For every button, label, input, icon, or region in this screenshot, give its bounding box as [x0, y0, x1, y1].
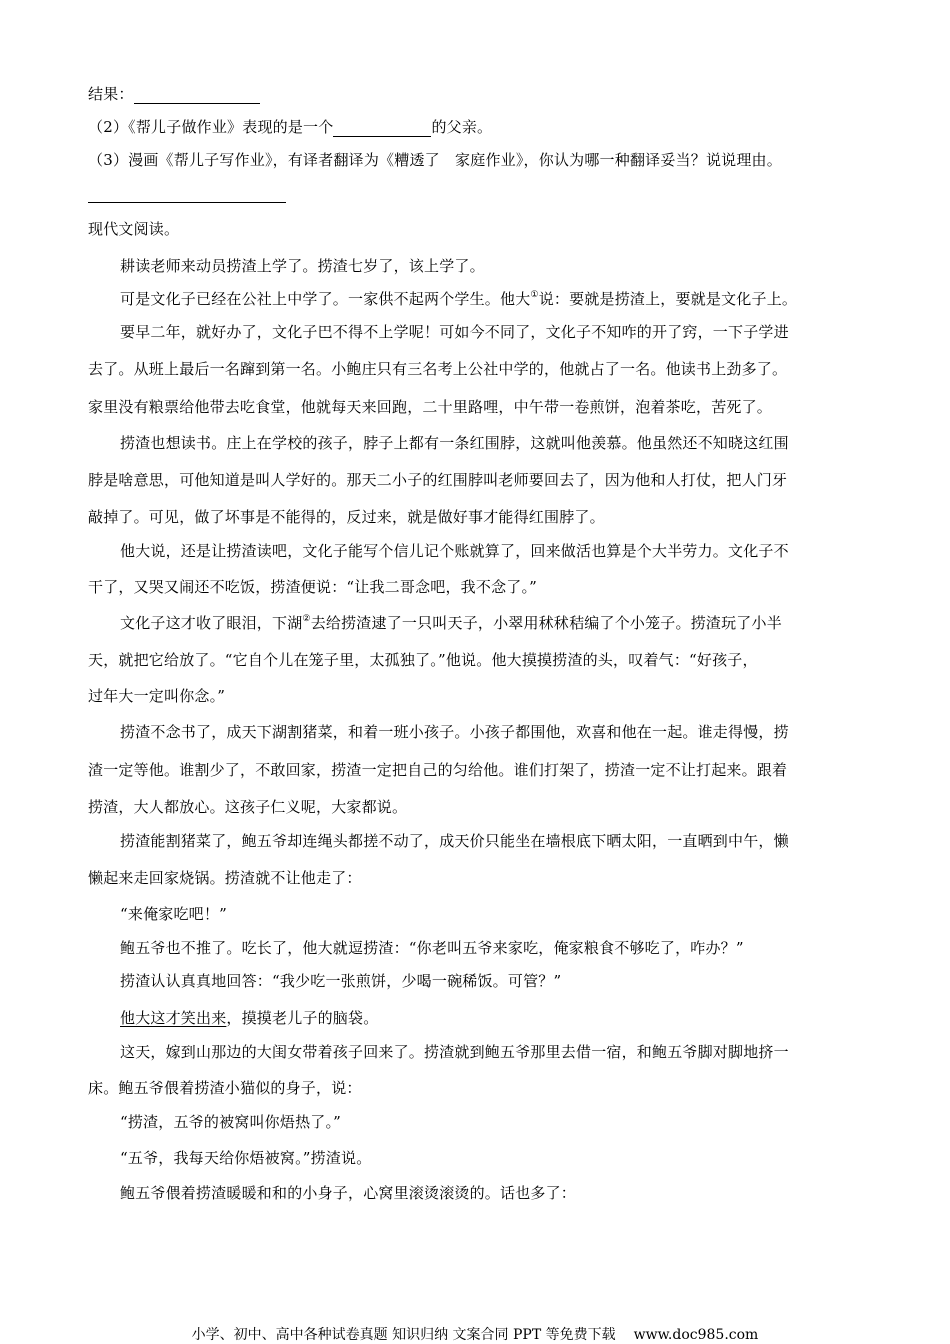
passage-p3-line3: 家里没有粮票给他带去吃食堂，他就每天来回跑，二十里路哩，中午带一卷煎饼，泡着茶吃，苦死了。 [88, 398, 773, 416]
passage-p12-rest: ，摸摸老儿子的脑袋。 [226, 1009, 379, 1027]
passage-p2-text-end: 说：要就是捞渣上，要就是文化子上。 [538, 290, 798, 308]
passage-p6-line1 [120, 613, 782, 633]
result-line [88, 84, 260, 104]
passage-p6-line2: 天，就把它给放了。“它自个儿在笼子里，太孤独了。”他说。他大摸摸捞渣的头，叹着气：“好孩子， [88, 651, 758, 669]
result-answer-blank[interactable] [134, 89, 260, 104]
passage-p4-line1: 捞渣也想读书。庄上在学校的孩子，脖子上都有一条红围脖，这就叫他羡慕。他虽然还不知晓这红围 [120, 434, 789, 452]
question-3: （3）漫画《帮儿子写作业》，有译者翻译为《糟透了 家庭作业》，你认为哪一种翻译妥当？说说理由。 [88, 151, 782, 169]
question-2 [88, 117, 492, 137]
footer-text: 小学、初中、高中各种试卷真题 知识归纳 文案合同 PPT 等免费下载 [191, 1327, 616, 1343]
passage-p2 [120, 289, 797, 309]
page-footer [0, 1324, 950, 1344]
question-3-answer-line[interactable] [88, 202, 286, 203]
passage-p6-line3: 过年大一定叫你念。” [88, 687, 226, 705]
passage-p14: “捞渣，五爷的被窝叫你焐热了。” [120, 1113, 342, 1131]
underlined-sentence: 他大这才笑出来 [120, 1009, 227, 1027]
passage-p15: “五爷，我每天给你焐被窝。”捞渣说。 [120, 1149, 372, 1167]
passage-p6-text: 文化子这才收了眼泪，下湖 [120, 614, 303, 632]
passage-p6-text-end: 去给捞渣逮了一只叫天子，小翠用秫秫秸编了个小笼子。捞渣玩了小半 [310, 614, 782, 632]
question-2-prefix: （2）《帮儿子做作业》表现的是一个 [88, 118, 334, 136]
result-label: 结果： [88, 85, 134, 103]
passage-p3-line2: 去了。从班上最后一名蹿到第一名。小鲍庄只有三名考上公社中学的，他就占了一名。他读书上劲多了。 [88, 360, 788, 378]
footnote-marker-2: ② [302, 614, 311, 624]
passage-p5-line1: 他大说，还是让捞渣读吧，文化子能写个信儿记个账就算了，回来做活也算是个大半劳力。文化子不 [120, 542, 789, 560]
passage-p13-line2: 床。鲍五爷偎着捞渣小猫似的身子，说： [88, 1079, 362, 1097]
passage-p3-line1: 要早二年，就好办了，文化子巴不得不上学呢！可如今不同了，文化子不知咋的开了窍，一下子学进 [120, 323, 789, 341]
passage-p13-line1: 这天，嫁到山那边的大闺女带着孩子回来了。捞渣就到鲍五爷那里去借一宿，和鲍五爷脚对脚地挤一 [120, 1043, 789, 1061]
passage-p4-line3: 敲掉了。可见，做了坏事是不能得的，反过来，就是做好事才能得红围脖了。 [88, 508, 605, 526]
passage-p9: “来俺家吃吧！” [120, 905, 227, 923]
question-2-answer-blank[interactable] [333, 122, 431, 137]
footnote-marker-1: ① [530, 290, 539, 300]
passage-p16: 鲍五爷偎着捞渣暖暖和和的小身子，心窝里滚烫滚烫的。话也多了： [120, 1184, 577, 1202]
passage-p4-line2: 脖是啥意思，可他知道是叫人学好的。那天二小子的红围脖叫老师要回去了，因为他和人打仗，把人门牙 [88, 471, 788, 489]
passage-p12 [120, 1008, 378, 1028]
passage-p7-line3: 捞渣，大人都放心。这孩子仁义呢，大家都说。 [88, 798, 408, 816]
question-2-suffix: 的父亲。 [431, 118, 493, 136]
footer-url[interactable]: www.doc985.com [633, 1327, 759, 1343]
passage-p7-line1: 捞渣不念书了，成天下湖割猪菜，和着一班小孩子。小孩子都围他，欢喜和他在一起。谁走得慢，捞 [120, 723, 789, 741]
passage-p10: 鲍五爷也不推了。吃长了，他大就逗捞渣：“你老叫五爷来家吃，俺家粮食不够吃了，咋办？” [120, 939, 744, 957]
passage-p8-line2: 懒起来走回家烧锅。捞渣就不让他走了： [88, 869, 362, 887]
passage-p5-line2: 干了，又哭又闹还不吃饭，捞渣便说：“让我二哥念吧，我不念了。” [88, 578, 538, 596]
passage-p11: 捞渣认认真真地回答：“我少吃一张煎饼，少喝一碗稀饭。可管？” [120, 972, 562, 990]
passage-p2-text: 可是文化子已经在公社上中学了。一家供不起两个学生。他大 [120, 290, 531, 308]
passage-p7-line2: 渣一定等他。谁割少了，不敢回家，捞渣一定把自己的匀给他。谁们打架了，捞渣一定不让打起来。跟着 [88, 761, 788, 779]
section-title: 现代文阅读。 [88, 220, 180, 238]
passage-p8-line1: 捞渣能割猪菜了，鲍五爷却连绳头都搓不动了，成天价只能坐在墙根底下晒太阳，一直晒到中午，懒 [120, 832, 789, 850]
passage-p1: 耕读老师来动员捞渣上学了。捞渣七岁了，该上学了。 [120, 257, 485, 275]
